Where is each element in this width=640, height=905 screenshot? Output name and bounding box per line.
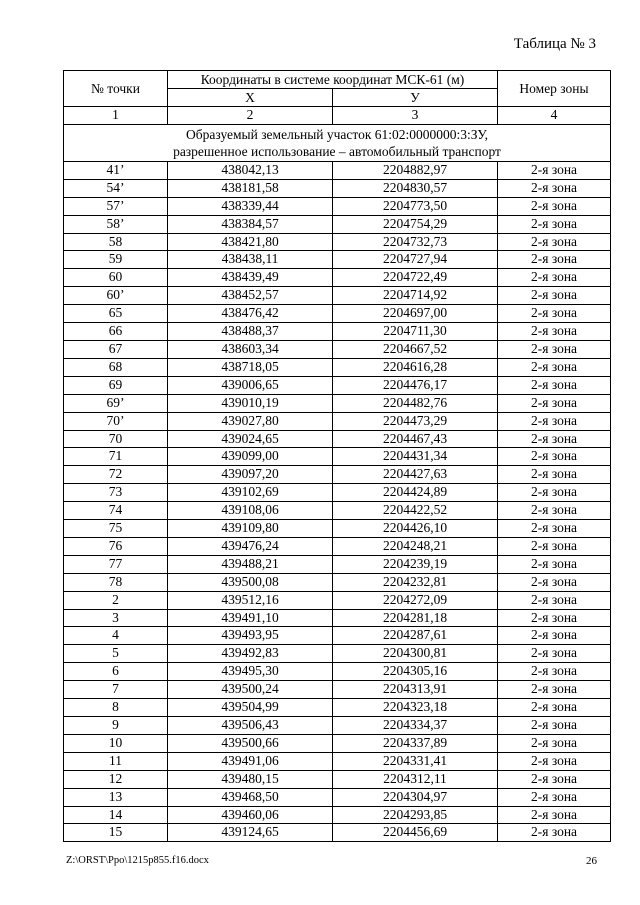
x-cell: 438421,80	[168, 233, 333, 251]
point-cell: 76	[64, 537, 168, 555]
section-line-1: Образуемый земельный участок 61:02:0000000:3:ЗУ,	[186, 126, 488, 142]
section-line-2: разрешенное использование – автомобильный транспорт	[173, 143, 501, 159]
y-cell: 2204248,21	[333, 537, 498, 555]
table-row	[64, 197, 611, 215]
zone-cell: 2-я зона	[498, 215, 611, 233]
y-cell: 2204272,09	[333, 591, 498, 609]
y-cell: 2204732,73	[333, 233, 498, 251]
point-cell: 9	[64, 717, 168, 735]
table-row	[64, 806, 611, 824]
table-row	[64, 161, 611, 179]
column-number: 1	[64, 107, 168, 125]
zone-cell: 2-я зона	[498, 752, 611, 770]
x-cell: 439102,69	[168, 484, 333, 502]
zone-cell: 2-я зона	[498, 287, 611, 305]
y-cell: 2204427,63	[333, 466, 498, 484]
point-cell: 11	[64, 752, 168, 770]
y-cell: 2204331,41	[333, 752, 498, 770]
header-y: У	[333, 89, 498, 107]
x-cell: 439468,50	[168, 788, 333, 806]
zone-cell: 2-я зона	[498, 502, 611, 520]
table-row	[64, 323, 611, 341]
point-cell: 70’	[64, 412, 168, 430]
x-cell: 439500,08	[168, 573, 333, 591]
table-row	[64, 609, 611, 627]
x-cell: 439495,30	[168, 663, 333, 681]
zone-cell: 2-я зона	[498, 645, 611, 663]
x-cell: 439500,66	[168, 734, 333, 752]
zone-cell: 2-я зона	[498, 806, 611, 824]
table-row	[64, 376, 611, 394]
y-cell: 2204337,89	[333, 734, 498, 752]
y-cell: 2204667,52	[333, 340, 498, 358]
header-coordinates: Координаты в системе координат МСК-61 (м)	[168, 71, 498, 89]
table-row	[64, 645, 611, 663]
table-row	[64, 663, 611, 681]
zone-cell: 2-я зона	[498, 555, 611, 573]
zone-cell: 2-я зона	[498, 269, 611, 287]
table-row	[64, 717, 611, 735]
point-cell: 60’	[64, 287, 168, 305]
zone-cell: 2-я зона	[498, 609, 611, 627]
zone-cell: 2-я зона	[498, 520, 611, 538]
x-cell: 438603,34	[168, 340, 333, 358]
point-cell: 57’	[64, 197, 168, 215]
x-cell: 438718,05	[168, 358, 333, 376]
table-row	[64, 770, 611, 788]
point-cell: 41’	[64, 161, 168, 179]
point-cell: 8	[64, 699, 168, 717]
column-number: 3	[333, 107, 498, 125]
zone-cell: 2-я зона	[498, 430, 611, 448]
point-cell: 13	[64, 788, 168, 806]
zone-cell: 2-я зона	[498, 591, 611, 609]
y-cell: 2204424,89	[333, 484, 498, 502]
point-cell: 67	[64, 340, 168, 358]
zone-cell: 2-я зона	[498, 681, 611, 699]
y-cell: 2204323,18	[333, 699, 498, 717]
point-cell: 72	[64, 466, 168, 484]
point-cell: 2	[64, 591, 168, 609]
x-cell: 438438,11	[168, 251, 333, 269]
point-cell: 66	[64, 323, 168, 341]
point-cell: 15	[64, 824, 168, 842]
y-cell: 2204287,61	[333, 627, 498, 645]
x-cell: 438339,44	[168, 197, 333, 215]
table-row	[64, 502, 611, 520]
zone-cell: 2-я зона	[498, 340, 611, 358]
y-cell: 2204304,97	[333, 788, 498, 806]
x-cell: 438488,37	[168, 323, 333, 341]
point-cell: 73	[64, 484, 168, 502]
table-row	[64, 448, 611, 466]
x-cell: 439493,95	[168, 627, 333, 645]
x-cell: 439460,06	[168, 806, 333, 824]
x-cell: 439504,99	[168, 699, 333, 717]
zone-cell: 2-я зона	[498, 734, 611, 752]
zone-cell: 2-я зона	[498, 573, 611, 591]
x-cell: 439109,80	[168, 520, 333, 538]
point-cell: 3	[64, 609, 168, 627]
table-row	[64, 412, 611, 430]
y-cell: 2204456,69	[333, 824, 498, 842]
table-row	[64, 305, 611, 323]
section-row	[64, 124, 611, 161]
x-cell: 439124,65	[168, 824, 333, 842]
table-row	[64, 752, 611, 770]
table-row	[64, 340, 611, 358]
zone-cell: 2-я зона	[498, 770, 611, 788]
point-cell: 77	[64, 555, 168, 573]
y-cell: 2204722,49	[333, 269, 498, 287]
x-cell: 439506,43	[168, 717, 333, 735]
zone-cell: 2-я зона	[498, 627, 611, 645]
table-row	[64, 269, 611, 287]
point-cell: 70	[64, 430, 168, 448]
x-cell: 439108,06	[168, 502, 333, 520]
table-row	[64, 484, 611, 502]
table-caption: Таблица № 3	[513, 36, 596, 52]
point-cell: 69’	[64, 394, 168, 412]
point-cell: 7	[64, 681, 168, 699]
zone-cell: 2-я зона	[498, 305, 611, 323]
point-cell: 54’	[64, 179, 168, 197]
zone-cell: 2-я зона	[498, 663, 611, 681]
table-row	[64, 430, 611, 448]
coordinates-table	[63, 70, 611, 842]
point-cell: 4	[64, 627, 168, 645]
x-cell: 439476,24	[168, 537, 333, 555]
y-cell: 2204467,43	[333, 430, 498, 448]
point-cell: 75	[64, 520, 168, 538]
zone-cell: 2-я зона	[498, 161, 611, 179]
table-row	[64, 394, 611, 412]
x-cell: 439491,10	[168, 609, 333, 627]
column-numbers-row	[64, 107, 611, 125]
zone-cell: 2-я зона	[498, 824, 611, 842]
table-row	[64, 627, 611, 645]
table-row	[64, 681, 611, 699]
y-cell: 2204754,29	[333, 215, 498, 233]
table-row	[64, 520, 611, 538]
table-row	[64, 358, 611, 376]
x-cell: 438476,42	[168, 305, 333, 323]
table-row	[64, 555, 611, 573]
point-cell: 58	[64, 233, 168, 251]
point-cell: 78	[64, 573, 168, 591]
y-cell: 2204714,92	[333, 287, 498, 305]
y-cell: 2204727,94	[333, 251, 498, 269]
y-cell: 2204232,81	[333, 573, 498, 591]
y-cell: 2204711,30	[333, 323, 498, 341]
y-cell: 2204616,28	[333, 358, 498, 376]
y-cell: 2204476,17	[333, 376, 498, 394]
zone-cell: 2-я зона	[498, 412, 611, 430]
x-cell: 439512,16	[168, 591, 333, 609]
table-row	[64, 287, 611, 305]
footer-page-number: 26	[586, 855, 597, 867]
header-zone: Номер зоны	[498, 71, 611, 107]
table-row	[64, 537, 611, 555]
table-row	[64, 466, 611, 484]
table-row	[64, 233, 611, 251]
x-cell: 439099,00	[168, 448, 333, 466]
y-cell: 2204773,50	[333, 197, 498, 215]
point-cell: 10	[64, 734, 168, 752]
x-cell: 438042,13	[168, 161, 333, 179]
zone-cell: 2-я зона	[498, 179, 611, 197]
point-cell: 69	[64, 376, 168, 394]
y-cell: 2204830,57	[333, 179, 498, 197]
point-cell: 5	[64, 645, 168, 663]
y-cell: 2204473,29	[333, 412, 498, 430]
x-cell: 439491,06	[168, 752, 333, 770]
zone-cell: 2-я зона	[498, 233, 611, 251]
zone-cell: 2-я зона	[498, 699, 611, 717]
x-cell: 439024,65	[168, 430, 333, 448]
x-cell: 438452,57	[168, 287, 333, 305]
y-cell: 2204422,52	[333, 502, 498, 520]
footer-file-path: Z:\ORST\Ppo\1215p855.f16.docx	[66, 855, 209, 866]
table-row	[64, 824, 611, 842]
y-cell: 2204305,16	[333, 663, 498, 681]
zone-cell: 2-я зона	[498, 376, 611, 394]
point-cell: 6	[64, 663, 168, 681]
y-cell: 2204426,10	[333, 520, 498, 538]
table-row	[64, 215, 611, 233]
header-point: № точки	[64, 71, 168, 107]
table-row	[64, 734, 611, 752]
x-cell: 439480,15	[168, 770, 333, 788]
column-number: 2	[168, 107, 333, 125]
zone-cell: 2-я зона	[498, 394, 611, 412]
point-cell: 65	[64, 305, 168, 323]
y-cell: 2204431,34	[333, 448, 498, 466]
zone-cell: 2-я зона	[498, 466, 611, 484]
x-cell: 438384,57	[168, 215, 333, 233]
y-cell: 2204239,19	[333, 555, 498, 573]
table-row	[64, 251, 611, 269]
section-title	[64, 124, 611, 161]
x-cell: 439097,20	[168, 466, 333, 484]
zone-cell: 2-я зона	[498, 323, 611, 341]
table-row	[64, 788, 611, 806]
y-cell: 2204293,85	[333, 806, 498, 824]
zone-cell: 2-я зона	[498, 358, 611, 376]
y-cell: 2204882,97	[333, 161, 498, 179]
zone-cell: 2-я зона	[498, 197, 611, 215]
zone-cell: 2-я зона	[498, 448, 611, 466]
table-row	[64, 699, 611, 717]
x-cell: 439027,80	[168, 412, 333, 430]
y-cell: 2204312,11	[333, 770, 498, 788]
table-row	[64, 573, 611, 591]
zone-cell: 2-я зона	[498, 484, 611, 502]
point-cell: 59	[64, 251, 168, 269]
x-cell: 438439,49	[168, 269, 333, 287]
y-cell: 2204334,37	[333, 717, 498, 735]
y-cell: 2204482,76	[333, 394, 498, 412]
point-cell: 12	[64, 770, 168, 788]
x-cell: 439500,24	[168, 681, 333, 699]
y-cell: 2204313,91	[333, 681, 498, 699]
table-row	[64, 179, 611, 197]
point-cell: 74	[64, 502, 168, 520]
y-cell: 2204281,18	[333, 609, 498, 627]
y-cell: 2204300,81	[333, 645, 498, 663]
zone-cell: 2-я зона	[498, 717, 611, 735]
header-x: Х	[168, 89, 333, 107]
x-cell: 439492,83	[168, 645, 333, 663]
column-number: 4	[498, 107, 611, 125]
point-cell: 71	[64, 448, 168, 466]
point-cell: 14	[64, 806, 168, 824]
point-cell: 60	[64, 269, 168, 287]
table-row	[64, 591, 611, 609]
x-cell: 438181,58	[168, 179, 333, 197]
zone-cell: 2-я зона	[498, 537, 611, 555]
y-cell: 2204697,00	[333, 305, 498, 323]
zone-cell: 2-я зона	[498, 251, 611, 269]
x-cell: 439488,21	[168, 555, 333, 573]
zone-cell: 2-я зона	[498, 788, 611, 806]
x-cell: 439010,19	[168, 394, 333, 412]
point-cell: 58’	[64, 215, 168, 233]
x-cell: 439006,65	[168, 376, 333, 394]
point-cell: 68	[64, 358, 168, 376]
